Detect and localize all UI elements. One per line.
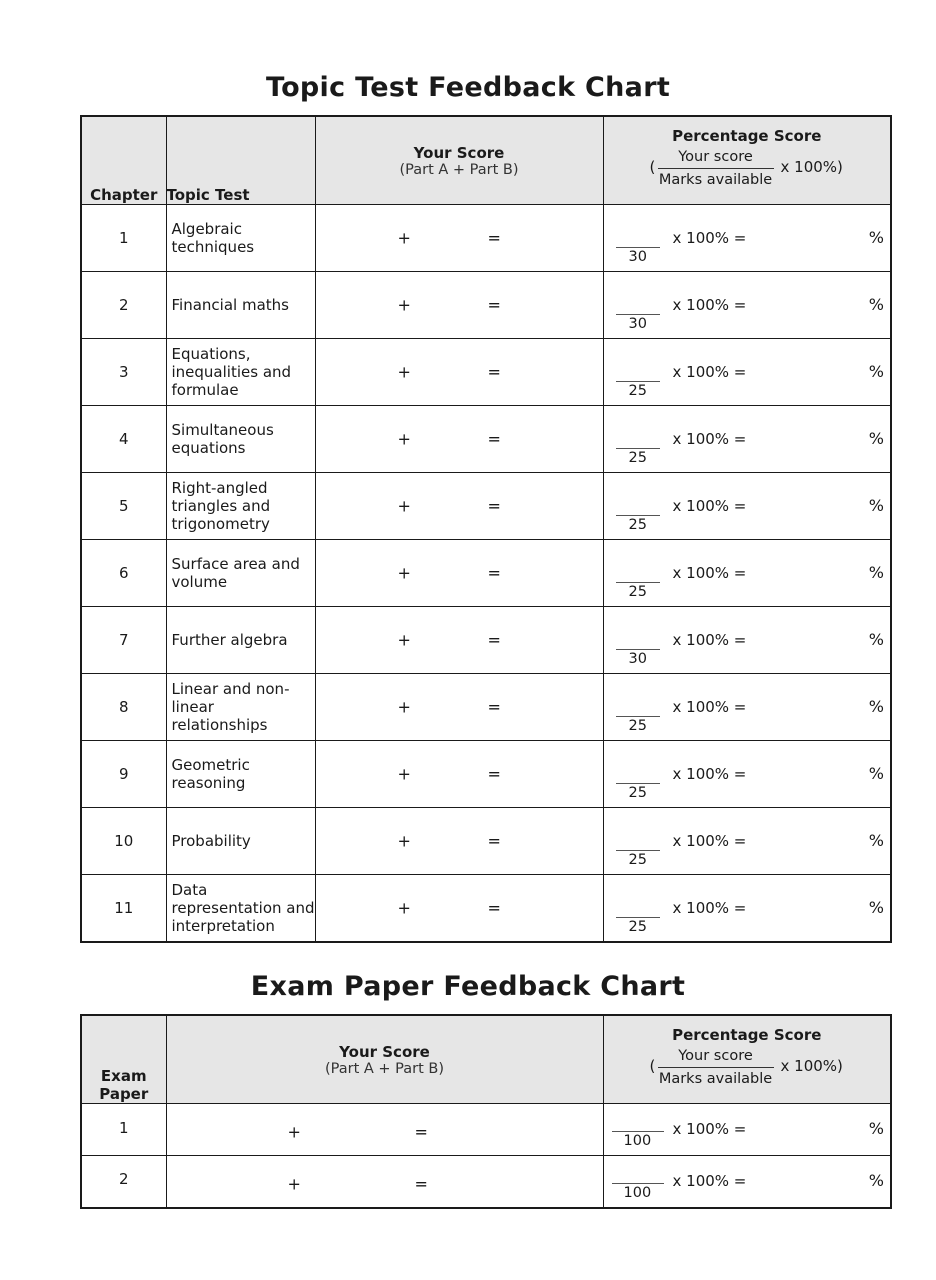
times-100-label: x 100% = [672, 430, 747, 448]
chapter-number: 3 [81, 339, 166, 406]
equals-sign: = [414, 1174, 428, 1194]
exam-score-entry-cell[interactable] [166, 1156, 603, 1208]
percent-sign: % [868, 496, 884, 515]
marks-available: 25 [628, 383, 647, 399]
exam-your-score-header-sub: (Part A + Part B) [324, 1060, 445, 1077]
score-entry-cell[interactable] [315, 540, 603, 607]
percentage-score-label: Percentage Score [672, 127, 822, 145]
times-100-label: x 100% = [672, 765, 747, 783]
exam-paper-header-label: Exam Paper [99, 1067, 149, 1103]
percent-sign: % [868, 563, 884, 582]
marks-available: 100 [623, 1133, 652, 1149]
numerator-blank-line [616, 515, 660, 516]
times-100-label: x 100% = [672, 832, 747, 850]
paren-open: ( [649, 158, 656, 176]
numerator-blank-line [616, 381, 660, 382]
times-100-label: x 100% = [672, 229, 747, 247]
equals-sign: = [487, 429, 501, 449]
percentage-entry-cell[interactable] [603, 406, 891, 473]
exam-paper-header [81, 1015, 166, 1104]
percentage-entry-cell[interactable] [603, 808, 891, 875]
score-entry-cell[interactable] [315, 473, 603, 540]
score-entry-cell[interactable] [315, 741, 603, 808]
plus-sign: + [397, 228, 411, 248]
topic-name: Surface area and volume [166, 540, 315, 607]
percentage-entry-cell[interactable] [603, 674, 891, 741]
plus-sign: + [287, 1122, 301, 1142]
times-100-label: x 100% = [672, 564, 747, 582]
plus-sign: + [397, 563, 411, 583]
score-entry-cell[interactable] [315, 339, 603, 406]
times-100-label: x 100% = [672, 1172, 747, 1190]
fraction-multiplier: x 100%) [780, 158, 843, 176]
topic-row [81, 272, 891, 339]
equals-sign: = [487, 764, 501, 784]
topic-test-header [166, 116, 315, 205]
chapter-number: 9 [81, 741, 166, 808]
chapter-number: 10 [81, 808, 166, 875]
marks-available: 25 [628, 919, 647, 935]
exam-paper-table [80, 1014, 892, 1209]
topic-row [81, 540, 891, 607]
equals-sign: = [487, 496, 501, 516]
topic-name: Right-angled triangles and trigonometry [166, 473, 315, 540]
percent-sign: % [868, 898, 884, 917]
equals-sign: = [414, 1122, 428, 1142]
numerator-blank-line [616, 582, 660, 583]
plus-sign: + [397, 362, 411, 382]
plus-sign: + [397, 697, 411, 717]
marks-available: 25 [628, 852, 647, 868]
marks-available: 30 [628, 316, 647, 332]
percentage-entry-cell[interactable] [603, 607, 891, 674]
topic-test-header-label: Topic Test [166, 186, 250, 204]
exam-chart-title: Exam Paper Feedback Chart [250, 971, 686, 1002]
percentage-entry-cell[interactable] [603, 540, 891, 607]
topic-row [81, 473, 891, 540]
chapter-header-label: Chapter [90, 186, 158, 204]
topic-name: Further algebra [166, 607, 315, 674]
your-score-header [315, 116, 603, 205]
marks-available: 25 [628, 785, 647, 801]
score-entry-cell[interactable] [315, 205, 603, 272]
percentage-entry-cell[interactable] [603, 741, 891, 808]
chapter-number: 8 [81, 674, 166, 741]
plus-sign: + [397, 429, 411, 449]
plus-sign: + [397, 496, 411, 516]
numerator-blank-line [616, 716, 660, 717]
score-entry-cell[interactable] [315, 272, 603, 339]
topic-name: Simultaneous equations [166, 406, 315, 473]
topic-row [81, 741, 891, 808]
numerator-blank-line [616, 314, 660, 315]
marks-available: 100 [623, 1185, 652, 1201]
exam-row [81, 1156, 891, 1208]
times-100-label: x 100% = [672, 296, 747, 314]
exam-paper-number: 2 [81, 1156, 166, 1208]
numerator-blank-line [616, 850, 660, 851]
times-100-label: x 100% = [672, 1120, 747, 1138]
your-score-header-label: Your Score [413, 143, 505, 162]
plus-sign: + [397, 764, 411, 784]
topic-row [81, 607, 891, 674]
chapter-header [81, 116, 166, 205]
equals-sign: = [487, 228, 501, 248]
percent-sign: % [868, 764, 884, 783]
numerator-blank-line [616, 247, 660, 248]
times-100-label: x 100% = [672, 497, 747, 515]
topic-row [81, 875, 891, 942]
topic-row [81, 674, 891, 741]
score-entry-cell[interactable] [315, 674, 603, 741]
chapter-number: 4 [81, 406, 166, 473]
equals-sign: = [487, 563, 501, 583]
plus-sign: + [397, 630, 411, 650]
percentage-entry-cell[interactable] [603, 875, 891, 942]
chapter-number: 2 [81, 272, 166, 339]
numerator-blank-line [616, 448, 660, 449]
exam-fraction-multiplier: x 100%) [780, 1057, 843, 1075]
numerator-blank-line [612, 1183, 664, 1184]
chapter-number: 6 [81, 540, 166, 607]
percentage-score-header [603, 116, 891, 205]
topic-name: Equations, inequalities and formulae [166, 339, 315, 406]
numerator-blank-line [616, 917, 660, 918]
topic-name: Linear and non-linear relationships [166, 674, 315, 741]
topic-name: Financial maths [166, 272, 315, 339]
percent-sign: % [868, 429, 884, 448]
marks-available: 25 [628, 718, 647, 734]
plus-sign: + [397, 831, 411, 851]
percent-sign: % [868, 295, 884, 314]
times-100-label: x 100% = [672, 631, 747, 649]
equals-sign: = [487, 697, 501, 717]
exam-percentage-score-header [603, 1015, 891, 1104]
percentage-entry-cell[interactable] [603, 205, 891, 272]
topic-row [81, 406, 891, 473]
equals-sign: = [487, 295, 501, 315]
plus-sign: + [397, 898, 411, 918]
numerator-blank-line [612, 1131, 664, 1132]
times-100-label: x 100% = [672, 698, 747, 716]
exam-your-score-header [166, 1015, 603, 1104]
numerator-blank-line [616, 783, 660, 784]
topic-table-header-row [81, 116, 891, 205]
topic-name: Probability [166, 808, 315, 875]
topic-name: Geometric reasoning [166, 741, 315, 808]
exam-row [81, 1104, 891, 1156]
exam-percentage-entry-cell[interactable] [603, 1104, 891, 1156]
percent-sign: % [868, 630, 884, 649]
topic-name: Data representation and interpretation [166, 875, 315, 942]
topic-name: Algebraic techniques [166, 205, 315, 272]
percent-sign: % [868, 362, 884, 381]
percentage-entry-cell[interactable] [603, 473, 891, 540]
percent-sign: % [868, 697, 884, 716]
exam-percentage-score-label: Percentage Score [672, 1026, 822, 1044]
exam-paper-number: 1 [81, 1104, 166, 1156]
percent-sign: % [868, 1119, 884, 1138]
exam-fraction-numerator: Your score [678, 1048, 753, 1064]
topic-row [81, 339, 891, 406]
topic-test-table [80, 115, 892, 943]
topic-row [81, 205, 891, 272]
equals-sign: = [487, 831, 501, 851]
equals-sign: = [487, 898, 501, 918]
plus-sign: + [287, 1174, 301, 1194]
exam-score-entry-cell[interactable] [166, 1104, 603, 1156]
exam-paren-open: ( [649, 1057, 656, 1075]
times-100-label: x 100% = [672, 899, 747, 917]
marks-available: 25 [628, 450, 647, 466]
percentage-entry-cell[interactable] [603, 339, 891, 406]
chapter-number: 7 [81, 607, 166, 674]
marks-available: 25 [628, 584, 647, 600]
topic-row [81, 808, 891, 875]
score-entry-cell[interactable] [315, 607, 603, 674]
equals-sign: = [487, 362, 501, 382]
percentage-entry-cell[interactable] [603, 272, 891, 339]
score-entry-cell[interactable] [315, 808, 603, 875]
fraction-numerator: Your score [678, 149, 753, 165]
percent-sign: % [868, 831, 884, 850]
fraction-denominator: Marks available [658, 172, 773, 188]
percent-sign: % [868, 228, 884, 247]
chapter-number: 5 [81, 473, 166, 540]
exam-table-header-row [81, 1015, 891, 1104]
score-entry-cell[interactable] [315, 875, 603, 942]
chapter-number: 11 [81, 875, 166, 942]
percent-sign: % [868, 1171, 884, 1190]
plus-sign: + [397, 295, 411, 315]
numerator-blank-line [616, 649, 660, 650]
exam-your-score-header-label: Your Score [339, 1042, 430, 1061]
topic-chart-title: Topic Test Feedback Chart [265, 72, 671, 103]
marks-available: 25 [628, 517, 647, 533]
your-score-header-sub: (Part A + Part B) [399, 161, 519, 178]
equals-sign: = [487, 630, 501, 650]
exam-percentage-entry-cell[interactable] [603, 1156, 891, 1208]
chapter-number: 1 [81, 205, 166, 272]
times-100-label: x 100% = [672, 363, 747, 381]
marks-available: 30 [628, 249, 647, 265]
fraction-bar [658, 168, 774, 169]
exam-fraction-denominator: Marks available [658, 1071, 773, 1087]
score-entry-cell[interactable] [315, 406, 603, 473]
exam-fraction-bar [658, 1067, 774, 1068]
marks-available: 30 [628, 651, 647, 667]
